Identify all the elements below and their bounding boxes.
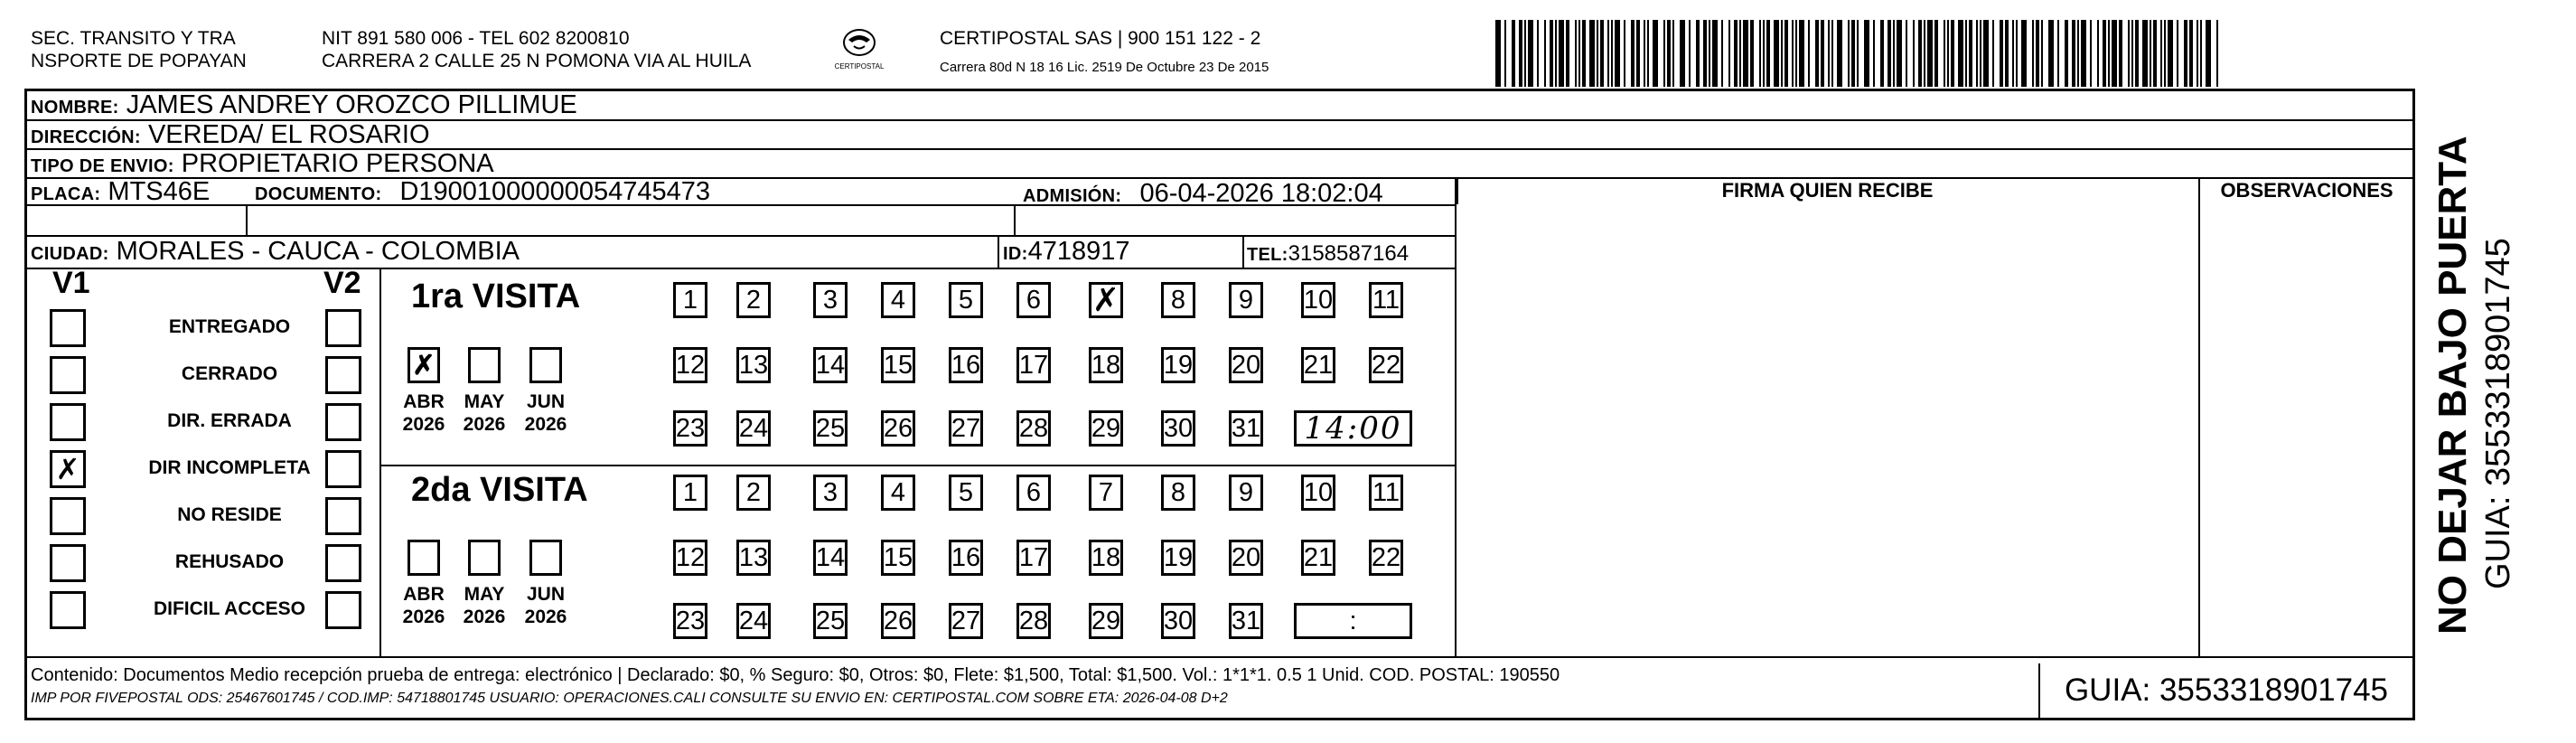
barcode-bar (1897, 20, 1902, 87)
barcode-bar (1873, 20, 1875, 87)
day-box[interactable]: 28 (1016, 603, 1051, 639)
day-box[interactable]: 18 (1089, 347, 1123, 383)
barcode-bar (1578, 20, 1580, 87)
barcode-bar (2077, 20, 2079, 87)
barcode-bar (1976, 20, 1978, 87)
day-box[interactable]: 7 (1089, 475, 1123, 511)
v2-title: V2 (323, 266, 361, 300)
day-box[interactable]: 2 (736, 475, 771, 511)
barcode-bar (2184, 20, 2187, 87)
barcode-bar (1795, 20, 1797, 87)
barcode-bar (1728, 20, 1730, 87)
day-box[interactable]: 10 (1301, 282, 1335, 318)
barcode-bar (1969, 20, 1972, 87)
day-box[interactable]: 15 (881, 347, 915, 383)
day-box[interactable]: 13 (736, 347, 771, 383)
barcode-bar (1837, 20, 1842, 87)
nombre-row (31, 90, 577, 123)
admision-label: ADMISIÓN: (1023, 186, 1122, 206)
barcode-bar (1893, 20, 1895, 87)
barcode-bar (1624, 20, 1625, 87)
barcode-bar (2131, 20, 2133, 87)
tel-label: TEL: (1247, 245, 1288, 265)
logo-text: CERTIPOSTAL (834, 62, 885, 71)
barcode-bar (1958, 20, 1963, 87)
v1-checkbox[interactable] (50, 591, 86, 629)
nit-line: NIT 891 580 006 - TEL 602 8200810 (322, 28, 630, 49)
barcode-bar (2135, 20, 2139, 87)
day-box[interactable]: 9 (1229, 475, 1263, 511)
barcode-bar (2200, 20, 2202, 87)
v2-checkbox[interactable] (325, 356, 361, 394)
day-box[interactable]: 29 (1089, 410, 1123, 447)
day-box[interactable]: 17 (1016, 347, 1051, 383)
barcode-bar (2065, 20, 2068, 87)
v2-checkbox[interactable] (325, 450, 361, 488)
ciudad-value: MORALES - CAUCA - COLOMBIA (116, 237, 520, 266)
side-guia: GUIA: 3553318901745 (2479, 238, 2517, 589)
barcode-bar (1808, 20, 1810, 87)
barcode-bar (1559, 20, 1564, 87)
barcode-bar (1851, 20, 1855, 87)
day-box[interactable]: 4 (881, 282, 915, 318)
day-box[interactable]: 11 (1369, 475, 1403, 511)
barcode-bar (1944, 20, 1945, 87)
barcode-bar (1607, 20, 1609, 87)
barcode-bar (1631, 20, 1635, 87)
courier-name: CERTIPOSTAL SAS | 900 151 122 - 2 (940, 28, 1261, 49)
address-line: CARRERA 2 CALLE 25 N POMONA VIA AL HUILA (322, 51, 752, 71)
barcode-bar (2216, 20, 2218, 87)
barcode-bar (2153, 20, 2157, 87)
day-box[interactable]: 24 (736, 603, 771, 639)
barcode-bar (1980, 20, 1981, 87)
barcode-bar (1739, 20, 1741, 87)
nombre-value: JAMES ANDREY OROZCO PILLIMUE (126, 90, 577, 119)
barcode-bar (1615, 20, 1620, 87)
day-box[interactable]: 3 (813, 282, 848, 318)
month-label (457, 390, 511, 436)
day-box[interactable]: 11 (1369, 282, 1403, 318)
barcode-bar (1524, 20, 1526, 87)
status-option-label: DIR INCOMPLETA (148, 457, 311, 478)
month-year: 2026 (463, 607, 506, 627)
barcode-bar (1721, 20, 1723, 87)
day-box[interactable]: 6 (1016, 475, 1051, 511)
day-box[interactable]: 15 (881, 540, 915, 576)
day-box[interactable]: 14 (813, 540, 848, 576)
barcode-bar (1653, 20, 1658, 87)
barcode-bar (1600, 20, 1604, 87)
day-box[interactable]: 4 (881, 475, 915, 511)
barcode-bar (1766, 20, 1770, 87)
time-box[interactable]: : (1294, 603, 1412, 639)
id-label: ID: (1003, 244, 1028, 264)
v1-checkbox[interactable] (50, 356, 86, 394)
barcode-bar (2090, 20, 2092, 87)
barcode-bar (2000, 20, 2003, 87)
v1-checkbox[interactable]: ✗ (50, 450, 86, 488)
placa-value: MTS46E (108, 177, 211, 206)
day-box[interactable]: 23 (673, 603, 707, 639)
barcode-bar (1550, 20, 1553, 87)
ciudad-label: CIUDAD: (31, 244, 109, 264)
no-dejar-bajo-puerta: NO DEJAR BAJO PUERTA (2431, 136, 2475, 635)
barcode-bar (1689, 20, 1691, 87)
barcode-bar (2072, 20, 2075, 87)
barcode-bar (1647, 20, 1649, 87)
nombre-label: NOMBRE: (31, 98, 119, 118)
contenido-line: Contenido: Documentos Medio recepción prueba de entrega: electrónico | Declarado: $0, % Seguro: $0, Otros: $0, Flete: $1,500, Total: $1,500. Vol.: 1*1*1. 0.5 1 Unid. COD. POSTAL: 190550 (31, 665, 1560, 685)
admision-value: 06-04-2026 18:02:04 (1139, 179, 1383, 208)
imp-line: IMP POR FIVEPOSTAL ODS: 25467601745 / COD.IMP: 54718801745 USUARIO: OPERACIONES.CALI CONSULTE SU ENVIO EN: CERTIPOSTAL.COM SOBRE ETA: 2026-04-08 D+2 (31, 691, 1228, 706)
barcode-bar (1712, 20, 1718, 87)
day-box[interactable]: 24 (736, 410, 771, 447)
barcode-bar (1672, 20, 1674, 87)
barcode-bar (2081, 20, 2086, 87)
v2-checkbox[interactable] (325, 591, 361, 629)
day-box[interactable]: 29 (1089, 603, 1123, 639)
day-box[interactable]: 28 (1016, 410, 1051, 447)
status-option-label: DIFICIL ACCESO (153, 598, 305, 619)
day-box[interactable]: 16 (949, 347, 983, 383)
status-option-label: REHUSADO (174, 551, 285, 572)
courier-license: Carrera 80d N 18 16 Lic. 2519 De Octubre 23 De 2015 (940, 60, 1269, 75)
day-box[interactable]: 30 (1161, 410, 1195, 447)
barcode-bar (1644, 20, 1645, 87)
barcode-bar (1597, 20, 1598, 87)
barcode-bar (1734, 20, 1738, 87)
barcode-bar (1821, 20, 1824, 87)
guia-number: GUIA: 3553318901745 (2038, 663, 2412, 718)
barcode-bar (1512, 20, 1515, 87)
month-label (519, 390, 573, 436)
barcode-bar (1815, 20, 1819, 87)
barcode-bar (2048, 20, 2054, 87)
barcode-bar (1918, 20, 1922, 87)
status-option-label: CERRADO (181, 363, 278, 384)
barcode-bar (1965, 20, 1967, 87)
day-box[interactable]: 10 (1301, 475, 1335, 511)
day-box[interactable]: 25 (813, 603, 848, 639)
month-year: 2026 (402, 414, 445, 435)
month-name: JUN (526, 584, 565, 605)
month-checkbox[interactable] (529, 540, 562, 576)
month-name: ABR (403, 391, 445, 412)
barcode-bar (1680, 20, 1685, 87)
tipo-envio-value: PROPIETARIO PERSONA (181, 149, 494, 178)
barcode-bar (1555, 20, 1557, 87)
sender-line-1: SEC. TRANSITO Y TRA (31, 28, 236, 49)
day-box[interactable]: 13 (736, 540, 771, 576)
day-box[interactable]: 17 (1016, 540, 1051, 576)
day-box[interactable]: 18 (1089, 540, 1123, 576)
logo-icon (841, 27, 877, 58)
barcode-bar (2103, 20, 2106, 87)
barcode-bar (1504, 20, 1506, 87)
v1-checkbox[interactable] (50, 544, 86, 582)
month-name: JUN (526, 391, 565, 412)
v1-checkbox[interactable] (50, 403, 86, 441)
sender-line-2: NSPORTE DE POPAYAN (31, 51, 247, 71)
barcode-bar (2005, 20, 2009, 87)
barcode-bar (2142, 20, 2148, 87)
day-box[interactable]: 1 (673, 282, 707, 318)
tipo-envio-label: TIPO DE ENVIO: (31, 156, 174, 176)
admision-field (1023, 179, 1383, 212)
barcode-bar (1566, 20, 1569, 87)
day-box[interactable]: 20 (1229, 540, 1263, 576)
barcode-bar (2041, 20, 2043, 87)
barcode-bar (2206, 20, 2211, 87)
barcode-bar (1774, 20, 1779, 87)
documento-field (255, 177, 710, 210)
barcode-bar (1611, 20, 1613, 87)
direccion-row (31, 120, 430, 153)
barcode-bar (2168, 20, 2173, 87)
v1-checkbox[interactable] (50, 309, 86, 347)
barcode-bar (1703, 20, 1707, 87)
month-checkbox[interactable] (407, 540, 440, 576)
barcode-bar (2021, 20, 2027, 87)
barcode (1495, 20, 2225, 87)
barcode-bar (1589, 20, 1595, 87)
barcode-bar (1799, 20, 1804, 87)
barcode-bar (1951, 20, 1954, 87)
barcode-bar (2177, 20, 2178, 87)
barcode-bar (2189, 20, 2193, 87)
barcode-bar (1759, 20, 1761, 87)
barcode-bar (2108, 20, 2110, 87)
day-box[interactable]: 21 (1301, 540, 1335, 576)
month-name: MAY (464, 584, 505, 605)
barcode-bar (1519, 20, 1522, 87)
documento-label: DOCUMENTO: (255, 184, 382, 204)
v2-checkbox[interactable] (325, 403, 361, 441)
visit1-title: 1ra VISITA (411, 277, 581, 315)
time-box[interactable]: 14:00 (1294, 410, 1412, 447)
month-year: 2026 (463, 414, 506, 435)
day-box[interactable]: 8 (1161, 282, 1195, 318)
month-checkbox[interactable] (468, 540, 501, 576)
month-checkbox[interactable] (529, 347, 562, 383)
day-box[interactable]: 30 (1161, 603, 1195, 639)
barcode-bar (1781, 20, 1783, 87)
barcode-bar (2150, 20, 2151, 87)
day-box[interactable]: 19 (1161, 347, 1195, 383)
barcode-bar (1743, 20, 1748, 87)
month-checkbox[interactable]: ✗ (407, 347, 440, 383)
barcode-bar (2097, 20, 2099, 87)
barcode-bar (1709, 20, 1710, 87)
barcode-bar (2036, 20, 2039, 87)
day-box[interactable]: 3 (813, 475, 848, 511)
direccion-value: VEREDA/ EL ROSARIO (147, 120, 430, 149)
tel-value: 3158587164 (1288, 241, 1410, 266)
day-box[interactable]: 26 (881, 603, 915, 639)
barcode-bar (1575, 20, 1577, 87)
barcode-bar (2128, 20, 2130, 87)
barcode-bar (1696, 20, 1700, 87)
day-box[interactable]: 8 (1161, 475, 1195, 511)
barcode-bar (1663, 20, 1665, 87)
barcode-bar (1888, 20, 1891, 87)
month-name: ABR (403, 584, 445, 605)
barcode-bar (2012, 20, 2014, 87)
barcode-bar (2016, 20, 2018, 87)
tel-field (1247, 239, 1409, 270)
direccion-label: DIRECCIÓN: (31, 127, 141, 147)
barcode-bar (1636, 20, 1640, 87)
day-box[interactable]: 20 (1229, 347, 1263, 383)
status-option-label: ENTREGADO (168, 316, 291, 337)
barcode-bar (2119, 20, 2122, 87)
barcode-bar (1667, 20, 1671, 87)
barcode-bar (1992, 20, 1994, 87)
barcode-bar (1848, 20, 1850, 87)
barcode-bar (1528, 20, 1533, 87)
ciudad-field (31, 237, 520, 269)
barcode-bar (1880, 20, 1884, 87)
placa-field (31, 177, 210, 210)
visit2-title: 2da VISITA (411, 471, 588, 509)
barcode-bar (2057, 20, 2059, 87)
barcode-bar (1913, 20, 1915, 87)
v2-checkbox[interactable] (325, 544, 361, 582)
barcode-bar (1828, 20, 1830, 87)
month-label (519, 583, 573, 628)
day-box[interactable]: 22 (1369, 347, 1403, 383)
barcode-bar (1784, 20, 1788, 87)
day-box[interactable]: 2 (736, 282, 771, 318)
observaciones-header: OBSERVACIONES (2220, 179, 2393, 202)
month-label (457, 583, 511, 628)
sender-name (31, 27, 247, 72)
day-box[interactable]: 9 (1229, 282, 1263, 318)
month-checkbox[interactable] (468, 347, 501, 383)
sender-info (322, 27, 751, 72)
month-year: 2026 (402, 607, 445, 627)
day-box[interactable]: 5 (949, 475, 983, 511)
barcode-bar (2164, 20, 2166, 87)
v2-checkbox[interactable] (325, 309, 361, 347)
status-option-label: DIR. ERRADA (167, 410, 292, 431)
day-box[interactable]: 12 (673, 540, 707, 576)
day-box[interactable]: 21 (1301, 347, 1335, 383)
day-box[interactable]: 14 (813, 347, 848, 383)
barcode-bar (1792, 20, 1794, 87)
barcode-bar (1750, 20, 1754, 87)
day-box[interactable]: 19 (1161, 540, 1195, 576)
month-year: 2026 (524, 607, 567, 627)
firma-header: FIRMA QUIEN RECIBE (1721, 179, 1934, 202)
barcode-bar (1924, 20, 1925, 87)
day-box[interactable]: 12 (673, 347, 707, 383)
day-box[interactable]: 1 (673, 475, 707, 511)
day-box[interactable]: 25 (813, 410, 848, 447)
barcode-bar (2197, 20, 2198, 87)
day-box[interactable]: 27 (949, 410, 983, 447)
v1-checkbox[interactable] (50, 497, 86, 535)
id-value: 4718917 (1027, 237, 1130, 266)
day-box[interactable]: 5 (949, 282, 983, 318)
barcode-bar (1544, 20, 1546, 87)
barcode-bar (1831, 20, 1833, 87)
barcode-bar (1947, 20, 1949, 87)
barcode-bar (2160, 20, 2162, 87)
day-box[interactable]: 23 (673, 410, 707, 447)
barcode-bar (1906, 20, 1907, 87)
day-box[interactable]: 16 (949, 540, 983, 576)
v2-checkbox[interactable] (325, 497, 361, 535)
day-box[interactable]: 31 (1229, 410, 1263, 447)
barcode-bar (1495, 20, 1501, 87)
documento-value: D19001000000054745473 (399, 177, 710, 206)
day-box[interactable]: 22 (1369, 540, 1403, 576)
barcode-bar (1582, 20, 1586, 87)
barcode-bar (2112, 20, 2117, 87)
barcode-bar (1934, 20, 1938, 87)
month-label (397, 583, 451, 628)
barcode-bar (1537, 20, 1539, 87)
v1-title: V1 (52, 266, 90, 300)
barcode-bar (1857, 20, 1859, 87)
day-box[interactable]: 26 (881, 410, 915, 447)
month-name: MAY (464, 391, 505, 412)
barcode-bar (1927, 20, 1933, 87)
placa-label: PLACA: (31, 184, 101, 204)
barcode-bar (2032, 20, 2034, 87)
month-label (397, 390, 451, 436)
barcode-bar (1763, 20, 1765, 87)
barcode-bar (1864, 20, 1869, 87)
certipostal-logo (828, 27, 891, 78)
barcode-bar (1983, 20, 1989, 87)
id-field (1003, 237, 1129, 269)
month-year: 2026 (524, 414, 567, 435)
status-option-label: NO RESIDE (177, 504, 282, 525)
day-box[interactable]: ✗ (1089, 282, 1123, 318)
day-box[interactable]: 27 (949, 603, 983, 639)
day-box[interactable]: 31 (1229, 603, 1263, 639)
day-box[interactable]: 6 (1016, 282, 1051, 318)
